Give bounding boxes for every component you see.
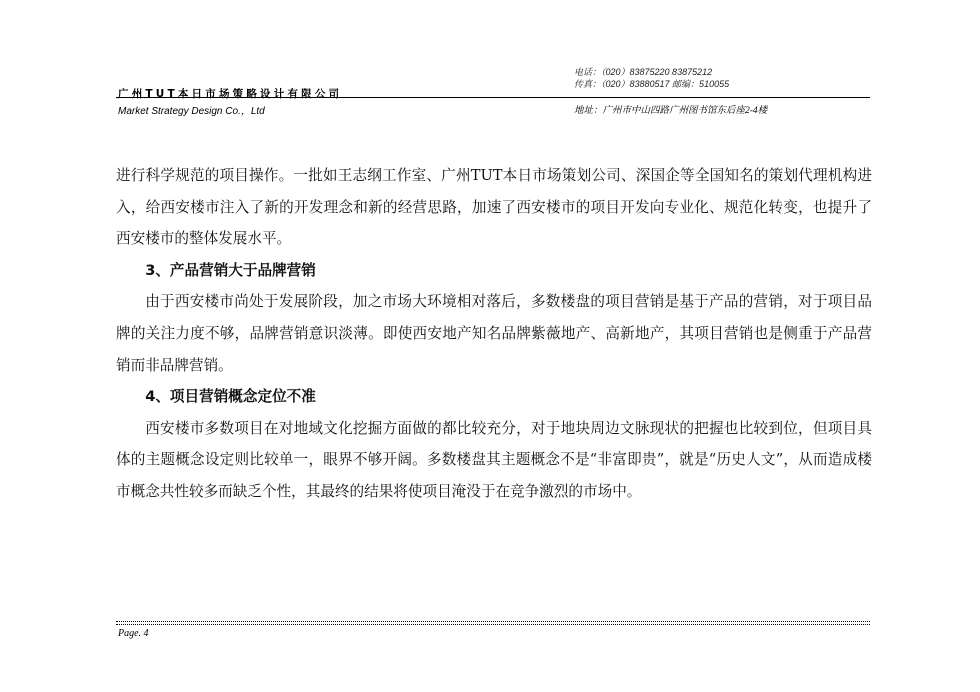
header-phone: 电话：（020）83875220 83875212 bbox=[574, 67, 713, 77]
section-heading: 3、产品营销大于品牌营销 bbox=[145, 261, 316, 279]
company-name-en: Market Strategy Design Co.，Ltd bbox=[118, 106, 265, 117]
document-body bbox=[116, 160, 872, 508]
paragraph: 进行科学规范的项目操作。一批如王志纲工作室、广州TUT本日市场策划公司、深国企等全国知名的策划代理机构进入，给西安楼市注入了新的开发理念和新的经营思路，加速了西安楼市的项目开发向专业化、规范化转变，也提升了西安楼市的整体发展水平。 bbox=[116, 167, 872, 248]
header-contact bbox=[574, 66, 729, 90]
section-heading: 4、项目营销概念定位不准 bbox=[145, 388, 316, 406]
header-address: 地址：广州市中山四路广州图书馆东后座2-4楼 bbox=[574, 106, 768, 116]
header-rule bbox=[116, 97, 870, 98]
paragraph: 西安楼市多数项目在对地域文化挖掘方面做的都比较充分，对于地块周边文脉现状的把握也比较到位，但项目具体的主题概念设定则比较单一，眼界不够开阔。多数楼盘其主题概念不是“非富即贵”，就是“历史人文”，从而造成楼市概念共性较多而缺乏个性，其最终的结果将使项目淹没于在竞争激烈的市场中。 bbox=[116, 419, 872, 500]
paragraph: 由于西安楼市尚处于发展阶段，加之市场大环境相对落后，多数楼盘的项目营销是基于产品的营销，对于项目品牌的关注力度不够，品牌营销意识淡薄。即使西安地产知名品牌紫薇地产、高新地产，其项目营销也是侧重于产品营销而非品牌营销。 bbox=[116, 293, 872, 374]
company-name-cn: 广州TUT本日市场策略设计有限公司 bbox=[118, 88, 343, 100]
header-fax: 传真：（020）83880517 邮编：510055 bbox=[574, 79, 730, 89]
footer-rule-secondary bbox=[116, 624, 870, 625]
footer-rule bbox=[116, 621, 870, 622]
page-number: Page. 4 bbox=[118, 628, 149, 639]
